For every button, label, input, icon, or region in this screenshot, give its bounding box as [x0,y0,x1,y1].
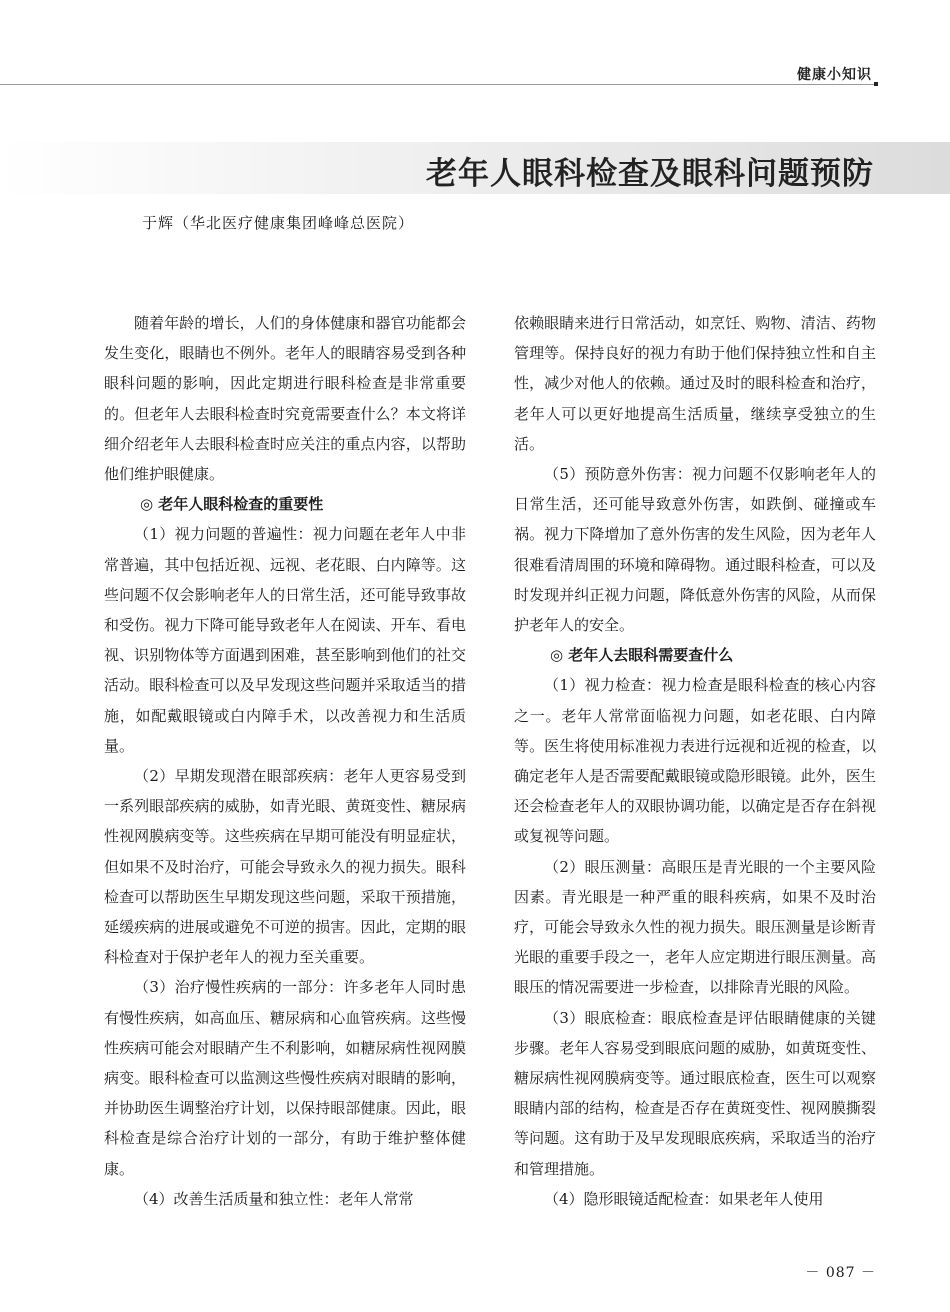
paragraph-vision-problems: （1）视力问题的普遍性：视力问题在老年人中非常普遍，其中包括近视、远视、老花眼、白内障等。这些问题不仅会影响老年人的日常生活，还可能导致事故和受伤。视力下降可能导致老年人在阅读、开车、看电视、识别物体等方面遇到困难，甚至影响到他们的社交活动。眼科检查可以及早发现这些问题并采取适当的措施，如配戴眼镜或白内障手术，以改善视力和生活质量。 [104,525,466,755]
author-affiliation: （华北医疗健康集团峰峰总医院） [174,214,415,232]
section-marker-square [874,82,878,86]
paragraph-early-detection: （2）早期发现潜在眼部疾病：老年人更容易受到一系列眼部疾病的威胁，如青光眼、黄斑变性、糖尿病性视网膜病变等。这些疾病在早期可能没有明显症状，但如果不及时治疗，可能会导致永久的视力损失。眼科检查可以帮助医生早期发现这些问题，采取干预措施，延缓疾病的进展或避免不可逆的损害。因此，定期的眼科检查对于保护老年人的视力至关重要。 [104,767,466,967]
section-label: 健康小知识 [797,67,872,83]
right-column [514,308,876,1214]
author-name: 于辉 [142,214,175,232]
intro-paragraph: 随着年龄的增长，人们的身体健康和器官功能都会发生变化，眼睛也不例外。老年人的眼睛容易受到各种眼科问题的影响，因此定期进行眼科检查是非常重要的。但老年人去眼科检查时究竟需要查什么？本文将详细介绍老年人去眼科检查时应关注的重点内容，以帮助他们维护眼健康。 [104,314,466,484]
section-heading-importance: ◎ 老年人眼科检查的重要性 [140,495,324,514]
paragraph-chronic-disease: （3）治疗慢性疾病的一部分：许多老年人同时患有慢性疾病，如高血压、糖尿病和心血管疾病。这些慢性疾病可能会对眼睛产生不利影响，如糖尿病性视网膜病变。眼科检查可以监测这些慢性疾病对眼睛的影响，并协助医生调整治疗计划，以保持眼部健康。因此，眼科检查是综合治疗计划的一部分，有助于维护整体健康。 [104,978,466,1178]
paragraph-vision-test: （1）视力检查：视力检查是眼科检查的核心内容之一。老年人常常面临视力问题，如老花眼、白内障等。医生将使用标准视力表进行远视和近视的检查，以确定老年人是否需要配戴眼镜或隐形眼镜。此外，医生还会检查老年人的双眼协调功能，以确定是否存在斜视或复视等问题。 [514,676,876,846]
paragraph-quality-of-life-cont: 依赖眼睛来进行日常活动，如烹饪、购物、清洁、药物管理等。保持良好的视力有助于他们保持独立性和自主性，减少对他人的依赖。通过及时的眼科检查和治疗，老年人可以更好地提高生活质量，继续享受独立的生活。 [514,314,876,453]
section-heading-checklist: ◎ 老年人去眼科需要查什么 [550,646,734,665]
paragraph-fundus-exam: （3）眼底检查：眼底检查是评估眼睛健康的关键步骤。老年人容易受到眼底问题的威胁，如黄斑变性、糖尿病性视网膜病变等。通过眼底检查，医生可以观察眼睛内部的结构，检查是否存在黄斑变性、视网膜撕裂等问题。这有助于及早发现眼底疾病，采取适当的治疗和管理措施。 [514,1008,876,1178]
author-line [142,212,414,233]
article-title: 老年人眼科检查及眼科问题预防 [426,156,874,192]
paragraph-contact-lens: （4）隐形眼镜适配检查：如果老年人使用 [544,1189,824,1208]
left-column [104,308,466,1214]
header-rule [0,84,876,85]
paragraph-quality-of-life-start: （4）改善生活质量和独立性：老年人常常 [134,1189,414,1208]
paragraph-accident-prevention: （5）预防意外伤害：视力问题不仅影响老年人的日常生活，还可能导致意外伤害，如跌倒、碰撞或车祸。视力下降增加了意外伤害的发生风险，因为老年人很难看清周围的环境和障碍物。通过眼科检查，可以及时发现并纠正视力问题，降低意外伤害的风险，从而保护老年人的安全。 [514,465,876,635]
page-number: － 087 － [805,1265,876,1281]
paragraph-eye-pressure: （2）眼压测量：高眼压是青光眼的一个主要风险因素。青光眼是一种严重的眼科疾病，如果不及时治疗，可能会导致永久性的视力损失。眼压测量是诊断青光眼的重要手段之一，老年人应定期进行眼压测量。高眼压的情况需要进一步检查，以排除青光眼的风险。 [514,857,876,997]
